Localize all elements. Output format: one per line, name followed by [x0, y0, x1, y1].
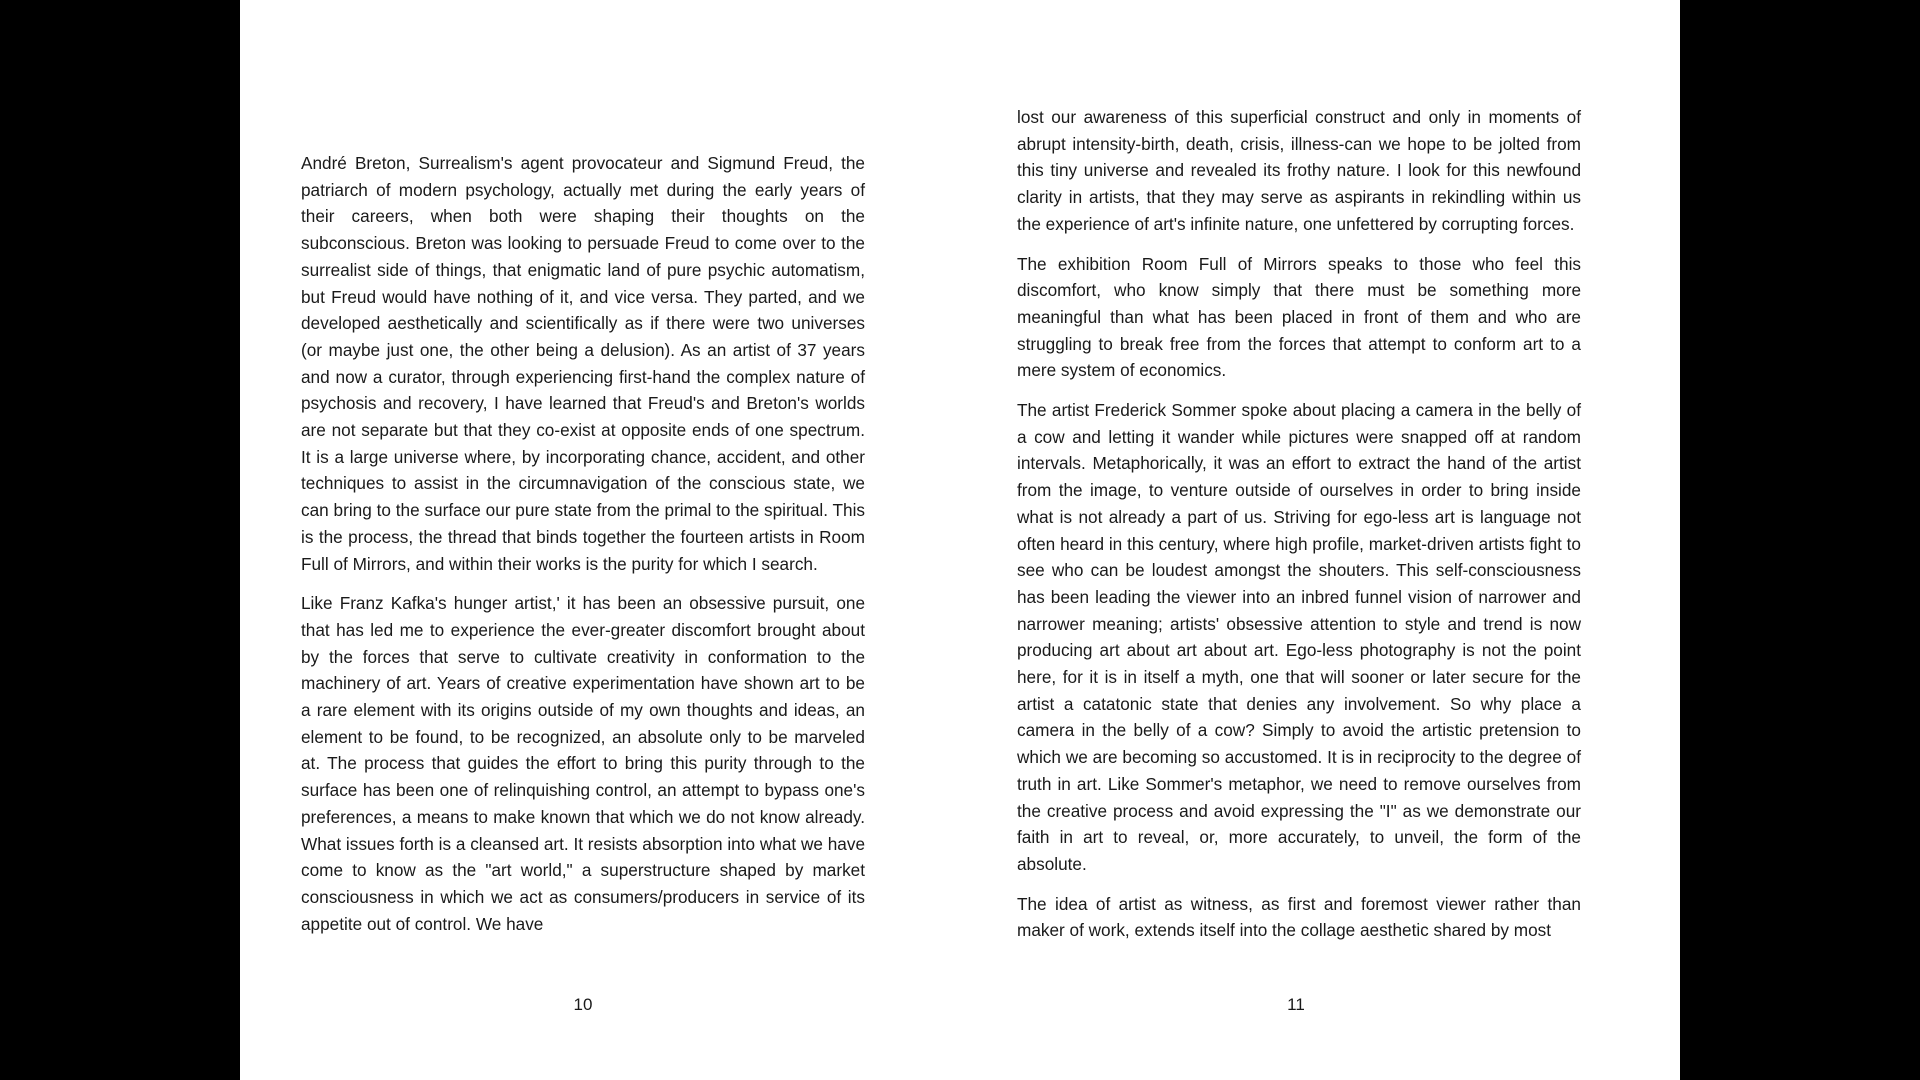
page-number: 11 [1287, 995, 1305, 1014]
left-page [240, 0, 960, 1080]
right-page-text [1017, 104, 1581, 957]
left-page-text [301, 150, 865, 950]
paragraph: André Breton, Surrealism's agent provocateur and Sigmund Freud, the patriarch of modern psychology, actually met during the early years of their careers, when both were shaping their thoughts on the subconscious. Breton was looking to persuade Freud to come over to the surrealist side of things, that enigmatic land of pure psychic automatism, but Freud would have nothing of it, and vice versa. They parted, and we developed aesthetically and scientifically as if there were two universes (or maybe just one, the other being a delusion). As an artist of 37 years and now a curator, through experiencing first-hand the complex nature of psychosis and recovery, I have learned that Freud's and Breton's worlds are not separate but that they co-exist at opposite ends of one spectrum. It is a large universe where, by incorporating chance, accident, and other techniques to assist in the circumnavigation of the conscious state, we can bring to the surface our pure state from the primal to the spiritual. This is the process, the thread that binds together the fourteen artists in Room Full of Mirrors, and within their works is the purity for which I search. [301, 153, 865, 574]
paragraph: The exhibition Room Full of Mirrors speaks to those who feel this discomfort, who know simply that there must be something more meaningful than what has been placed in front of them and who are struggling to break free from the forces that attempt to conform art to a mere system of economics. [1017, 253, 1581, 381]
page-number: 10 [573, 995, 593, 1014]
paragraph: lost our awareness of this superficial construct and only in moments of abrupt intensity-birth, death, crisis, illness-can we hope to be jolted from this tiny universe and revealed its frothy nature. I look for this newfound clarity in artists, that they may serve as aspirants in rekindling within us the experience of art's infinite nature, one unfettered by corrupting forces. [1017, 107, 1581, 234]
paragraph: The artist Frederick Sommer spoke about placing a camera in the belly of a cow and letting it wander while pictures were snapped off at random intervals. Metaphorically, it was an effort to extract the hand of the artist from the image, to venture outside of ourselves in order to bring inside what is not already a part of us. Striving for ego-less art is language not often heard in this century, where high profile, market-driven artists fight to see who can be loudest amongst the shouters. This self-consciousness has been leading the viewer into an inbred funnel vision of narrower and narrower meaning; artists' obsessive attention to style and trend is now producing art about art about art. Ego-less photography is not the point here, for it is in itself a myth, one that will sooner or later secure for the artist a catatonic state that denies any involvement. So why place a camera in the belly of a cow? Simply to avoid the artistic pretension to which we are becoming so accustomed. It is in reciprocity to the degree of truth in art. Like Sommer's metaphor, we need to remove ourselves from the creative process and avoid expressing the "I" as we demonstrate our faith in art to reveal, or, more accurately, to unveil, the form of the absolute. [1017, 400, 1581, 874]
right-page [960, 0, 1680, 1080]
book-spread [240, 0, 1680, 1080]
paragraph: Like Franz Kafka's hunger artist,' it has been an obsessive pursuit, one that has led me to experience the ever-greater discomfort brought about by the forces that serve to cultivate creativity in conformation to the machinery of art. Years of creative experimentation have shown art to be a rare element with its origins outside of my own thoughts and ideas, an element to be found, to be recognized, an absolute only to be marveled at. The process that guides the effort to bring this purity through to the surface has been one of relinquishing control, an attempt to bypass one's preferences, a means to make known that which we do not know already. What issues forth is a cleansed art. It resists absorption into what we have come to know as the "art world," a superstructure shaped by market consciousness in which we act as consumers/producers in service of its appetite out of control. We have [301, 593, 865, 934]
paragraph: The idea of artist as witness, as first and foremost viewer rather than maker of work, extends itself into the collage aesthetic shared by most [1017, 893, 1581, 941]
